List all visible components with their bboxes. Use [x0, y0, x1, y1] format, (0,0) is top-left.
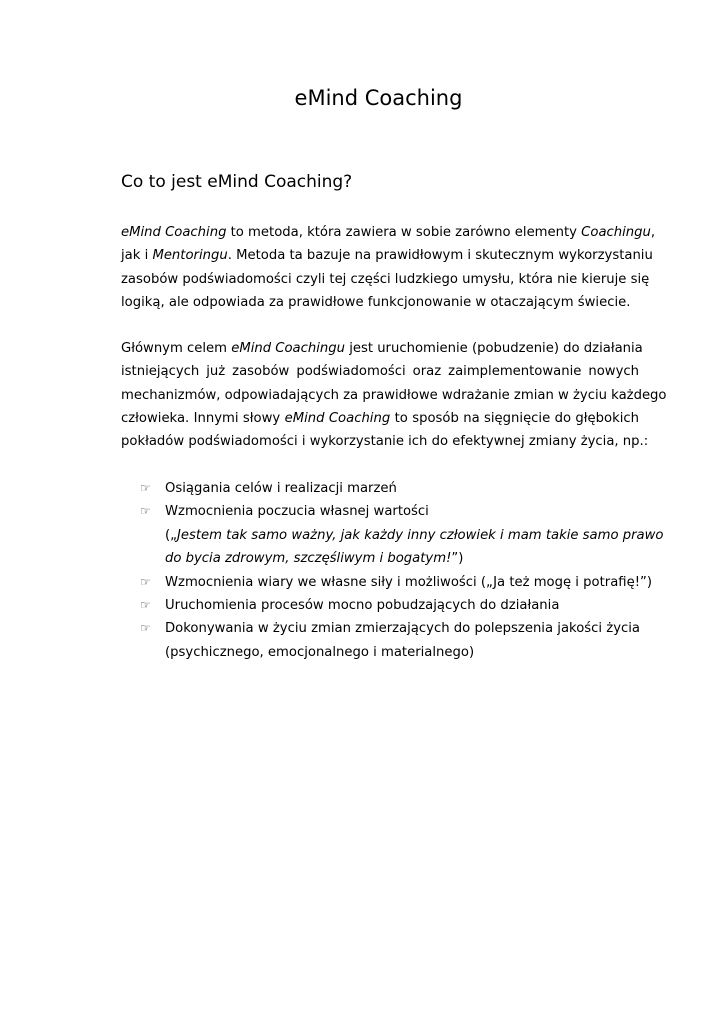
- paragraph-text: . Metoda ta bazuje na prawidłowym i skutecznym wykorzystaniu: [227, 248, 653, 264]
- pointing-hand-icon: ☞: [140, 481, 151, 495]
- list-item-text: Uruchomienia procesów mocno pobudzających do działania: [165, 598, 560, 614]
- list-item-text: Wzmocnienia wiary we własne siły i możliwości („Ja też mogę i potrafię!”): [165, 574, 652, 590]
- emphasis-text: eMind Coaching: [284, 410, 391, 426]
- paragraph-line: zasobów podświadomości czyli tej części ludzkiego umysłu, która nie kieruje się: [121, 271, 650, 287]
- quote-line: [165, 547, 640, 570]
- pointing-hand-icon: ☞: [140, 574, 151, 589]
- quote-mark: („: [165, 527, 177, 543]
- paragraph-line: [121, 337, 643, 360]
- pointing-hand-icon: ☞: [140, 621, 151, 636]
- paragraph-text: to metoda, która zawiera w sobie zarówno elementy: [226, 225, 582, 240]
- paragraph-line: [121, 221, 656, 244]
- list-item: [140, 500, 664, 570]
- paragraph-line: mechanizmów, odpowiadających za prawidłowe wdrażanie zmian w życiu każdego: [121, 387, 667, 403]
- paragraph-text: to sposób na sięgnięcie do głębokich: [390, 410, 639, 426]
- list-item-text: Dokonywania w życiu zmian zmierzających do polepszenia jakości życia: [165, 621, 640, 637]
- paragraph-goal: [121, 337, 667, 453]
- list-item-text: (psychicznego, emocjonalnego i materialnego): [165, 644, 475, 660]
- paragraph-intro: [121, 221, 656, 314]
- paragraph-text: Głównym celem: [121, 341, 232, 356]
- list-item-text: Wzmocnienia poczucia własnej wartości: [165, 504, 429, 520]
- paragraph-line: logiką, ale odpowiada za prawidłowe funkcjonowanie w otaczającym świecie.: [121, 294, 631, 310]
- quote-text: Jestem tak samo ważny, jak każdy inny człowiek i mam takie samo prawo: [176, 527, 664, 543]
- emphasis-text: Mentoringu: [152, 248, 228, 264]
- quote-line: [165, 524, 664, 547]
- paragraph-line: pokładów podświadomości i wykorzystanie ich do efektywnej zmiany życia, np.:: [121, 434, 649, 450]
- emphasis-text: eMind Coaching: [121, 225, 227, 240]
- emphasis-text: Coachingu: [581, 225, 651, 240]
- emphasis-text: eMind Coachingu: [231, 341, 345, 356]
- list-item: [140, 571, 652, 594]
- paragraph-text: ,: [650, 225, 656, 240]
- paragraph-line: istniejących już zasobów podświadomości oraz zaimplementowanie nowych: [121, 364, 639, 380]
- quote-text: do bycia zdrowym, szczęśliwym i bogatym!: [165, 551, 452, 567]
- benefits-list: [140, 477, 664, 664]
- section-heading: Co to jest eMind Coaching?: [121, 172, 353, 192]
- paragraph-text: jak i: [121, 248, 153, 264]
- paragraph-text: jest uruchomienie (pobudzenie) do działania: [345, 341, 643, 356]
- list-item: [140, 594, 640, 617]
- list-item: [140, 477, 640, 500]
- quote-mark: ”): [451, 551, 464, 567]
- document-title: eMind Coaching: [294, 86, 463, 110]
- list-item-text: Osiągania celów i realizacji marzeń: [165, 481, 397, 496]
- paragraph-line: [121, 407, 639, 430]
- paragraph-text: człowieka. Innymi słowy: [121, 410, 285, 426]
- list-item: [140, 617, 640, 664]
- paragraph-line: [121, 244, 653, 267]
- pointing-hand-icon: ☞: [140, 504, 151, 519]
- pointing-hand-icon: ☞: [140, 598, 151, 613]
